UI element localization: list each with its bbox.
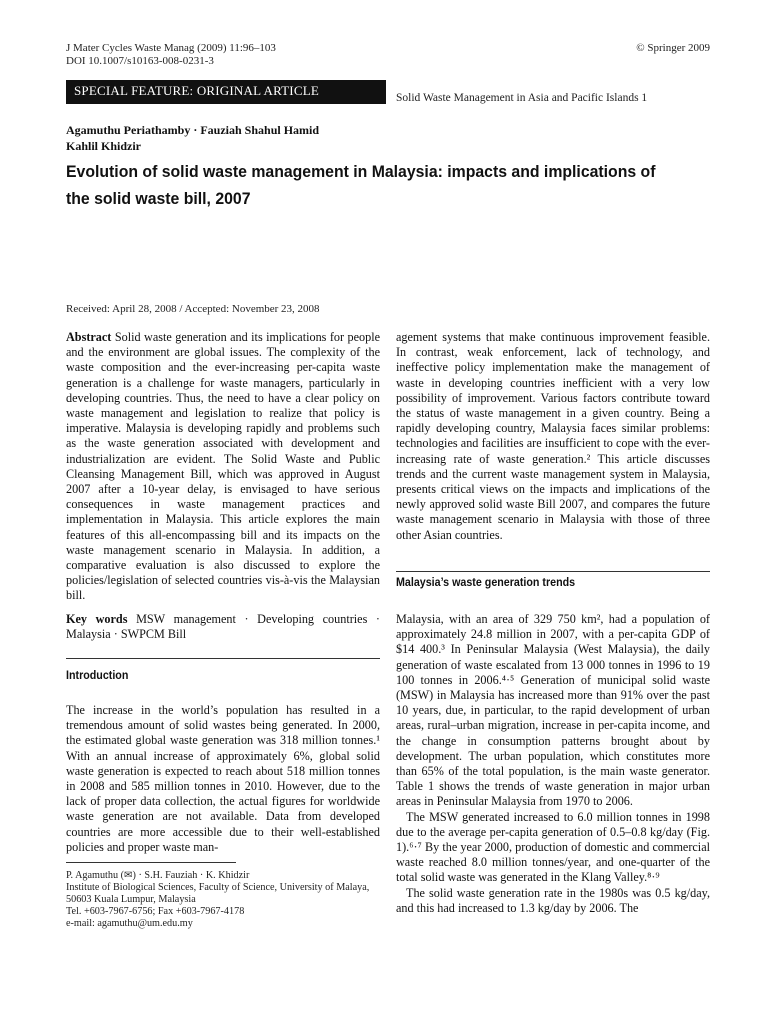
series-title: Solid Waste Management in Asia and Pacific Islands 1 — [396, 92, 648, 104]
doi: DOI 10.1007/s10163-008-0231-3 — [66, 55, 214, 67]
footnote-authors: P. Agamuthu (✉) · S.H. Fauziah · K. Khidzir — [66, 870, 250, 881]
introduction-heading: Introduction — [66, 670, 129, 682]
copyright: © Springer 2009 — [636, 42, 710, 54]
trends-heading: Malaysia’s waste generation trends — [396, 577, 576, 589]
abstract-label: Abstract — [66, 330, 112, 344]
footnote-rule — [66, 862, 236, 863]
abstract-right — [396, 330, 710, 543]
footnote-tel: Tel. +603-7967-6756; Fax +603-7967-4178 — [66, 906, 245, 917]
footnote-affiliation: Institute of Biological Sciences, Faculty of Science, University of Malaya, 50603 Kuala Lumpur, Malaysia — [66, 882, 370, 905]
article-title: Evolution of solid waste management in Malaysia: impacts and implications of the solid waste bill, 2007 — [66, 162, 656, 208]
divider-trends — [396, 571, 710, 572]
special-feature-banner: SPECIAL FEATURE: ORIGINAL ARTICLE — [66, 80, 386, 104]
abstract-text: Solid waste generation and its implications for people and the environment are global issues. The complexity of the waste composition and the ever-increasing per-capita waste generation is a challenge for waste managers, particularly in developing countries. Thus, the need to have a clear policy on waste management and legislation to realize that policy is imperative. Malaysia is developing rapidly and problems such as the waste generation associated with development and industrialization are evident. The Solid Waste and Public Cleansing Management Bill, which was approved in August 2007 after a 10-year delay, is envisaged to have serious consequences in waste management practices and implementation in Malaysia. This article explores the main features of this all-encompassing bill and its impacts on the waste management scenario in Malaysia. In addition, a comparative evaluation is also discussed to explore the policies/legislation of selected countries vis-à-vis the Malaysian bill. — [66, 330, 381, 603]
authors — [66, 122, 319, 154]
authors-line-1: Agamuthu Periathamby · Fauziah Shahul Hamid — [66, 123, 320, 137]
footnote-email: e-mail: agamuthu@um.edu.my — [66, 918, 193, 929]
trends-paragraph-1: Malaysia, with an area of 329 750 km², had a population of approximately 24.8 million in 2007, with a per-capita GDP of $14 400.³ In Peninsular Malaysia (West Malaysia), the daily generation of waste escalated from 13 000 tonnes in 1996 to 19 100 tonnes in 2006.⁴·⁵ Generation of municipal solid waste (MSW) in Malaysia has increased more than 91% over the past 10 years, due, in particular, to the rapid development of urban areas, rural–urban migration, increase in per-capita income, and the change in consumption patterns brought about by development. The urban population, which constitutes more than 65% of the total population, is the main waste generator. Table 1 shows the trends of waste generation in major urban areas in Peninsular Malaysia from 1970 to 2006. — [396, 612, 710, 809]
trends-paragraph-2: The MSW generated increased to 6.0 million tonnes in 1998 due to the average per-capita generation of 0.5–0.8 kg/day (Fig. 1).⁶·⁷ By the year 2000, production of domestic and commercial waste reached 8.0 million tonnes/year, and one-quarter of the total solid waste was generated in the Klang Valley.⁸·⁹ — [396, 809, 710, 885]
introduction-body — [66, 703, 380, 855]
authors-line-2: Kahlil Khidzir — [66, 139, 142, 153]
footnote — [66, 870, 380, 930]
abstract-continued-text: agement systems that make continuous improvement feasible. In contrast, weak enforcement, lack of technology, and ineffective policy implementation make the management of waste in developing countries inefficient with a very low possibility of improvement. Various factors contribute toward the status of waste management in a given country. Being a rapidly developing country, Malaysia faces similar problems: technologies and facilities are insufficient to cope with the ever-increasing rate of waste generation.² This article discusses trends and the current waste management system in Malaysia, presents critical views on the impacts and implications of the newly approved solid waste Bill 2007, and compares the future waste management scenario in Malaysia with those of three other Asian countries. — [396, 330, 710, 542]
trends-paragraph-3: The solid waste generation rate in the 1980s was 0.5 kg/day, and this had increased to 1.3 kg/day by 2006. The — [396, 885, 710, 915]
introduction-text: The increase in the world’s population has resulted in a tremendous amount of solid wastes being generated. In 2000, the estimated global waste generation was 318 million tonnes.¹ With an annual increase of approximately 6%, global solid waste generation is expected to reach about 518 million tonnes in 2008 and 585 million tonnes in 2010. However, due to the lack of proper data collection, the actual figures for worldwide waste generation are not available. Data from developed countries are more accessible due to their well-established policies and proper waste man- — [66, 703, 380, 854]
received-dates: Received: April 28, 2008 / Accepted: November 23, 2008 — [66, 303, 320, 315]
divider-introduction — [66, 658, 380, 659]
abstract-left — [66, 330, 380, 604]
keywords-text: MSW management · Developing countries · Malaysia · SWPCM Bill — [66, 612, 380, 642]
keywords-label: Key words — [66, 612, 128, 626]
trends-body — [396, 612, 710, 916]
journal-citation: J Mater Cycles Waste Manag (2009) 11:96–103 — [66, 42, 276, 54]
keywords — [66, 612, 380, 642]
